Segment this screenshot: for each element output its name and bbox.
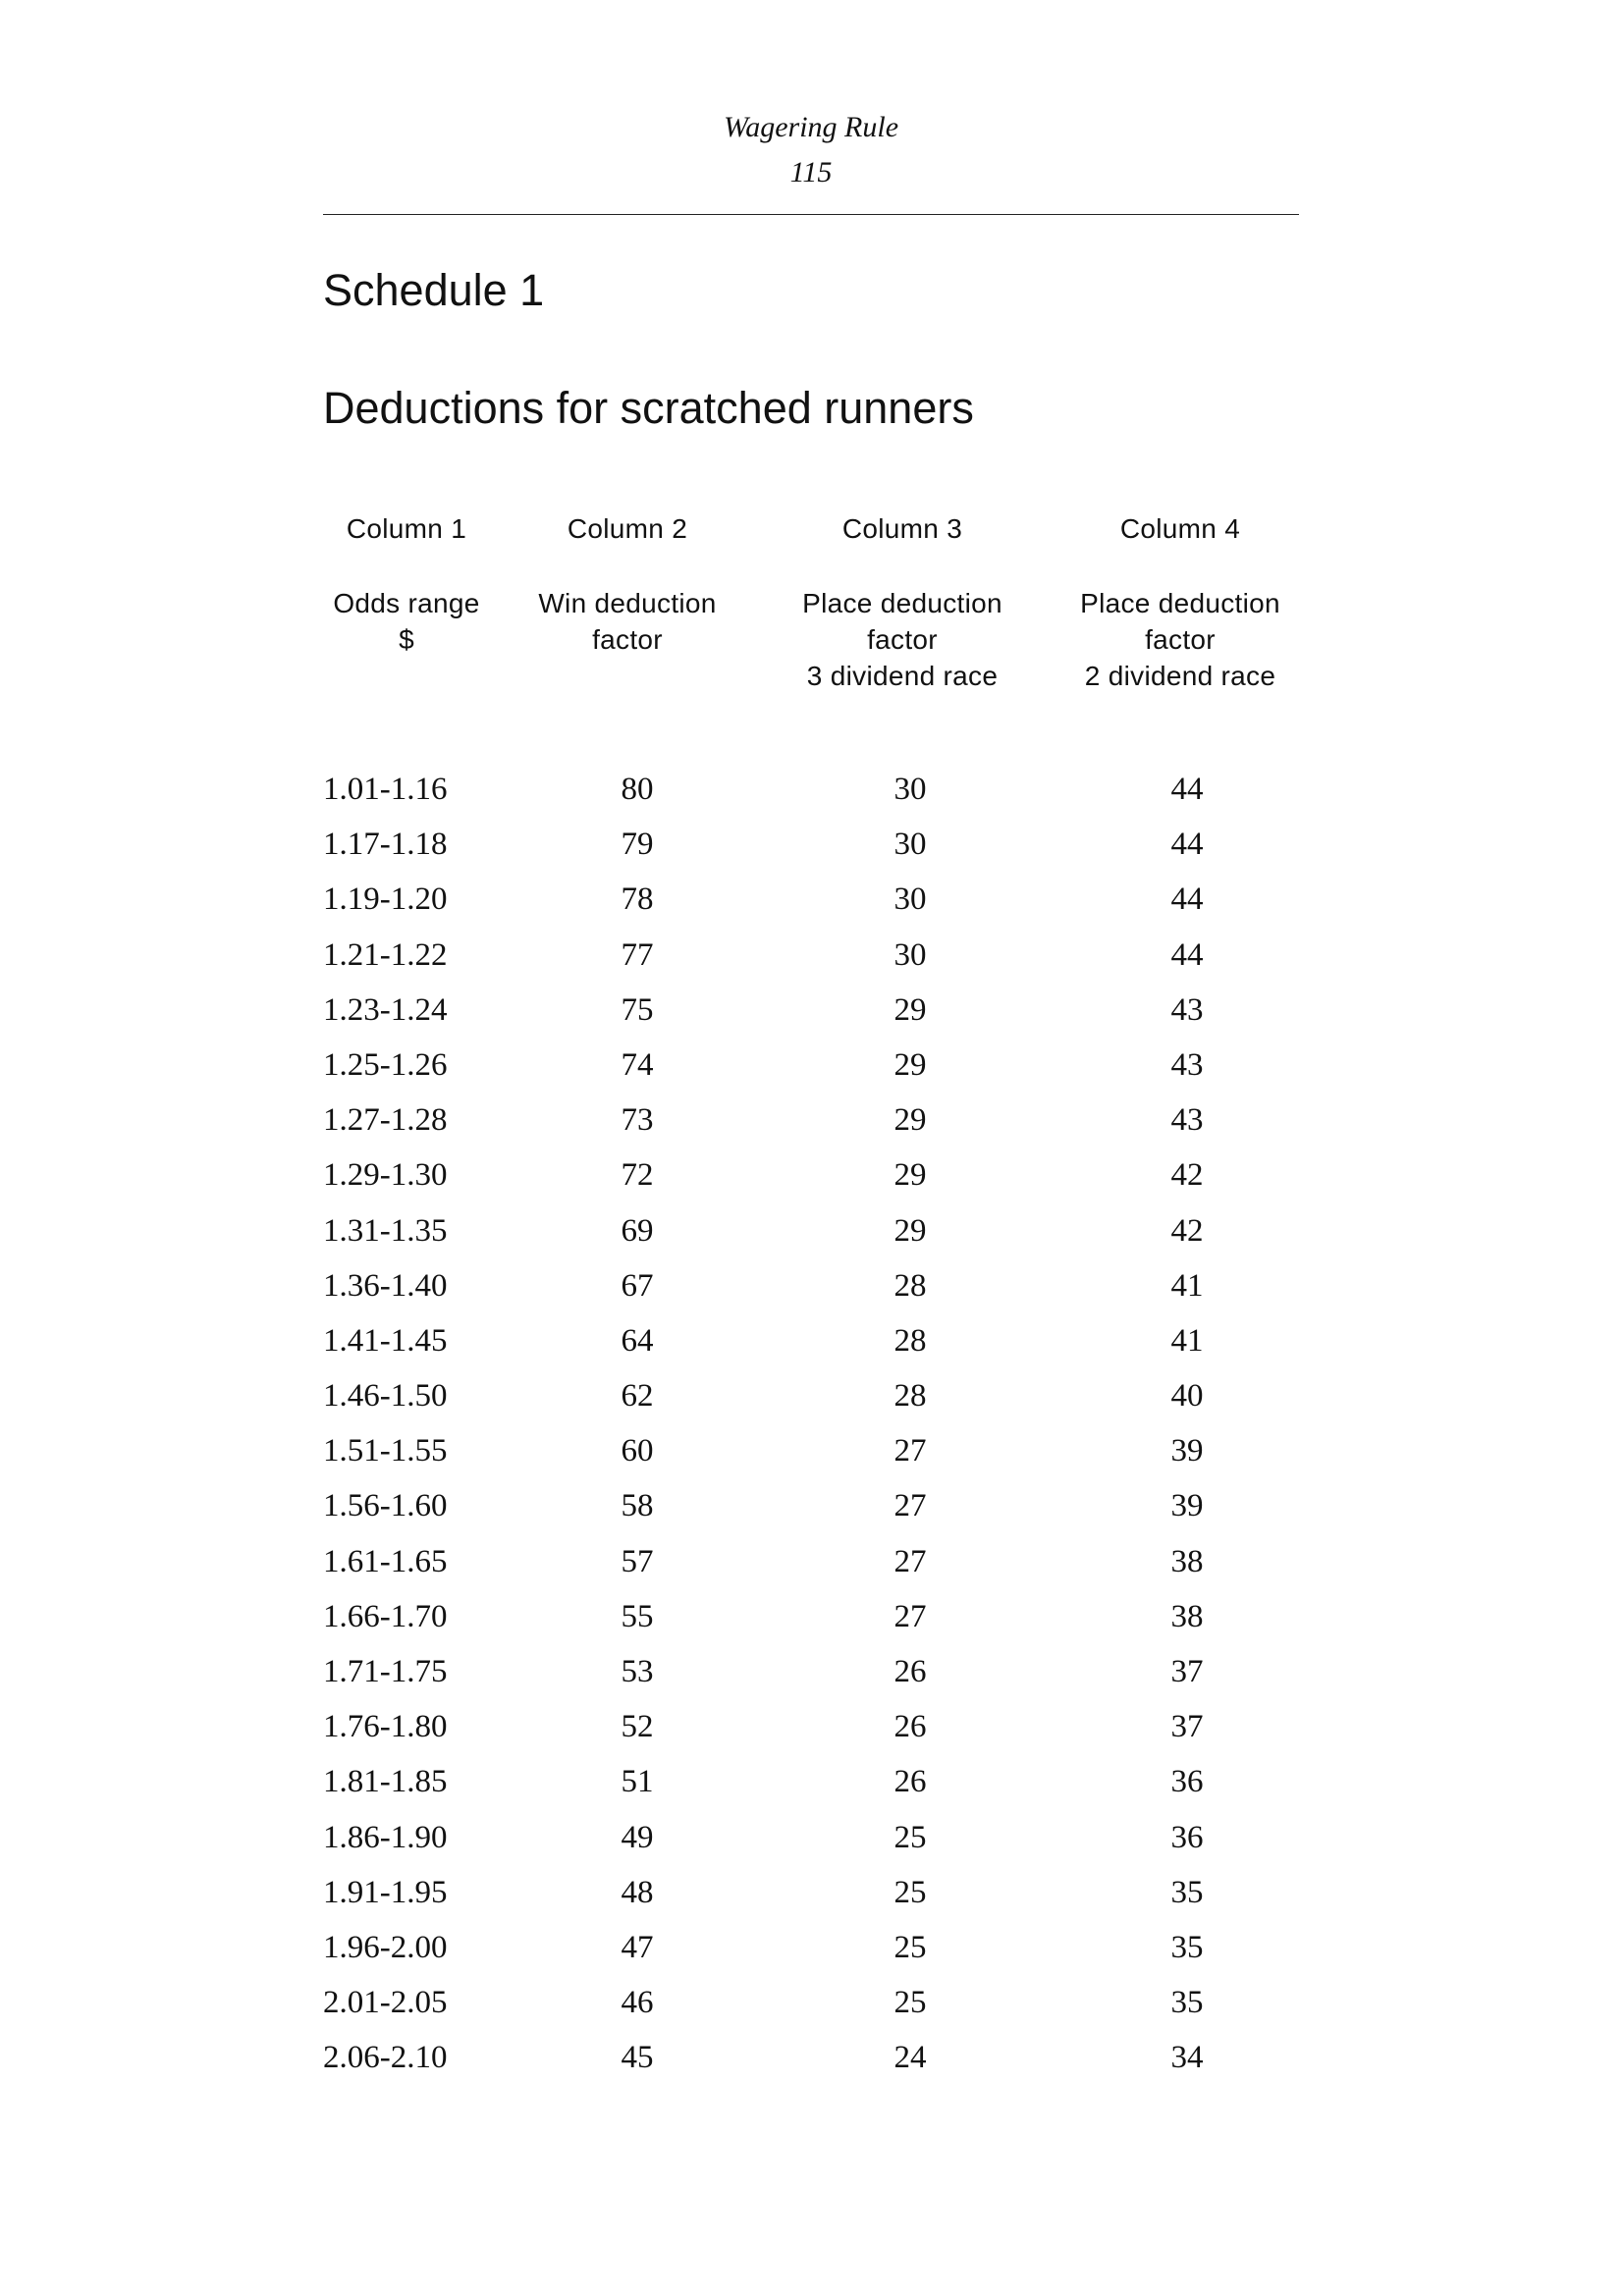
place-2-dividend-cell: 37 (1170, 1709, 1204, 1745)
place-3-dividend-cell: 29 (893, 1102, 927, 1139)
table-row (323, 1762, 1299, 1817)
place-3-dividend-cell: 28 (893, 1322, 927, 1359)
odds-range-cell: 1.56-1.60 (323, 1488, 448, 1524)
place-3-dividend-cell: 25 (893, 1985, 927, 2021)
place-2-dividend-cell: 39 (1170, 1433, 1204, 1469)
place-3-dividend-cell: 29 (893, 1212, 927, 1249)
odds-range-cell: 2.01-2.05 (323, 1985, 448, 2021)
table-row (323, 990, 1299, 1045)
place-3-dividend-cell: 30 (893, 881, 927, 918)
win-deduction-cell: 53 (621, 1654, 654, 1689)
place-2-dividend-cell: 44 (1170, 936, 1204, 973)
place-3-dividend-cell: 27 (893, 1543, 927, 1579)
column-3-desc-line: Place deduction (802, 588, 1002, 618)
win-deduction-cell: 62 (621, 1378, 654, 1415)
win-deduction-cell: 73 (621, 1102, 654, 1139)
table-row (323, 1983, 1299, 2038)
win-deduction-cell: 79 (621, 827, 654, 863)
column-1-desc-line: $ (399, 624, 414, 655)
win-deduction-cell: 52 (621, 1709, 654, 1745)
win-deduction-cell: 45 (621, 2040, 654, 2076)
schedule-title: Deductions for scratched runners (323, 383, 974, 433)
column-1-label: Column 1 (346, 513, 467, 544)
column-2-desc-line: Win deduction (538, 588, 717, 618)
place-2-dividend-cell: 35 (1170, 1929, 1204, 1965)
win-deduction-cell: 51 (621, 1764, 654, 1800)
place-2-dividend-cell: 41 (1170, 1322, 1204, 1359)
win-deduction-cell: 78 (621, 881, 654, 918)
win-deduction-cell: 72 (621, 1157, 654, 1194)
odds-range-cell: 1.21-1.22 (323, 936, 448, 973)
column-4-desc-line: factor (1145, 624, 1216, 655)
column-2-description (510, 585, 745, 658)
odds-range-cell: 1.19-1.20 (323, 881, 448, 918)
odds-range-cell: 1.86-1.90 (323, 1819, 448, 1855)
win-deduction-cell: 47 (621, 1929, 654, 1965)
table-row (323, 935, 1299, 990)
column-2-desc-line: factor (592, 624, 663, 655)
odds-range-cell: 1.46-1.50 (323, 1378, 448, 1415)
table-row (323, 1100, 1299, 1155)
table-row (323, 1818, 1299, 1873)
odds-range-cell: 1.81-1.85 (323, 1764, 448, 1800)
schedule-heading: Schedule 1 (323, 265, 545, 315)
place-3-dividend-cell: 24 (893, 2040, 927, 2076)
table-row (323, 1155, 1299, 1210)
win-deduction-cell: 49 (621, 1819, 654, 1855)
table-row (323, 770, 1299, 825)
table-row (323, 825, 1299, 880)
win-deduction-cell: 64 (621, 1322, 654, 1359)
place-2-dividend-cell: 38 (1170, 1598, 1204, 1634)
odds-range-cell: 2.06-2.10 (323, 2040, 448, 2076)
odds-range-cell: 1.17-1.18 (323, 827, 448, 863)
column-4-desc-line: 2 dividend race (1084, 661, 1276, 691)
column-1-desc-line: Odds range (333, 588, 480, 618)
place-3-dividend-cell: 29 (893, 1046, 927, 1083)
odds-range-cell: 1.01-1.16 (323, 772, 448, 807)
page-number: 115 (789, 156, 833, 188)
column-2-label: Column 2 (567, 513, 688, 544)
place-2-dividend-cell: 36 (1170, 1764, 1204, 1800)
place-2-dividend-cell: 41 (1170, 1267, 1204, 1304)
odds-range-cell: 1.41-1.45 (323, 1322, 448, 1359)
win-deduction-cell: 58 (621, 1488, 654, 1524)
table-row (323, 1486, 1299, 1541)
place-3-dividend-cell: 25 (893, 1819, 927, 1855)
column-3-label: Column 3 (841, 513, 963, 544)
odds-range-cell: 1.91-1.95 (323, 1874, 448, 1910)
place-3-dividend-cell: 28 (893, 1267, 927, 1304)
win-deduction-cell: 77 (621, 936, 654, 973)
column-3-desc-line: 3 dividend race (806, 661, 999, 691)
table-row (323, 1873, 1299, 1928)
place-3-dividend-cell: 30 (893, 772, 927, 807)
odds-range-cell: 1.66-1.70 (323, 1598, 448, 1634)
place-2-dividend-cell: 44 (1170, 881, 1204, 918)
place-3-dividend-cell: 30 (893, 936, 927, 973)
column-4-desc-line: Place deduction (1080, 588, 1280, 618)
table-row (323, 2038, 1299, 2093)
table-row (323, 1211, 1299, 1266)
odds-range-cell: 1.61-1.65 (323, 1543, 448, 1579)
place-2-dividend-cell: 42 (1170, 1212, 1204, 1249)
win-deduction-cell: 75 (621, 991, 654, 1028)
column-1-description (308, 585, 505, 658)
table-row (323, 1431, 1299, 1486)
table-row (323, 1597, 1299, 1652)
column-3-desc-line: factor (867, 624, 938, 655)
odds-range-cell: 1.36-1.40 (323, 1267, 448, 1304)
place-2-dividend-cell: 39 (1170, 1488, 1204, 1524)
win-deduction-cell: 69 (621, 1212, 654, 1249)
table-row (323, 1321, 1299, 1376)
table-row (323, 1266, 1299, 1321)
place-2-dividend-cell: 44 (1170, 772, 1204, 807)
odds-range-cell: 1.96-2.00 (323, 1929, 448, 1965)
place-3-dividend-cell: 26 (893, 1654, 927, 1689)
table-row (323, 1045, 1299, 1100)
place-2-dividend-cell: 40 (1170, 1378, 1204, 1415)
table-row (323, 880, 1299, 934)
odds-range-cell: 1.51-1.55 (323, 1433, 448, 1469)
win-deduction-cell: 48 (621, 1874, 654, 1910)
place-3-dividend-cell: 25 (893, 1874, 927, 1910)
win-deduction-cell: 74 (621, 1046, 654, 1083)
place-2-dividend-cell: 43 (1170, 991, 1204, 1028)
place-3-dividend-cell: 26 (893, 1764, 927, 1800)
odds-range-cell: 1.29-1.30 (323, 1157, 448, 1194)
odds-range-cell: 1.25-1.26 (323, 1046, 448, 1083)
running-head-title: Wagering Rule (723, 111, 899, 143)
place-2-dividend-cell: 43 (1170, 1046, 1204, 1083)
place-3-dividend-cell: 27 (893, 1488, 927, 1524)
place-2-dividend-cell: 36 (1170, 1819, 1204, 1855)
place-3-dividend-cell: 26 (893, 1709, 927, 1745)
place-2-dividend-cell: 37 (1170, 1654, 1204, 1689)
deduction-table-body (323, 770, 1299, 2094)
win-deduction-cell: 57 (621, 1543, 654, 1579)
place-2-dividend-cell: 44 (1170, 827, 1204, 863)
place-3-dividend-cell: 27 (893, 1598, 927, 1634)
table-row (323, 1707, 1299, 1762)
place-3-dividend-cell: 29 (893, 1157, 927, 1194)
win-deduction-cell: 60 (621, 1433, 654, 1469)
win-deduction-cell: 67 (621, 1267, 654, 1304)
odds-range-cell: 1.27-1.28 (323, 1102, 448, 1139)
win-deduction-cell: 80 (621, 772, 654, 807)
table-row (323, 1928, 1299, 1983)
odds-range-cell: 1.23-1.24 (323, 991, 448, 1028)
win-deduction-cell: 46 (621, 1985, 654, 2021)
table-row (323, 1652, 1299, 1707)
odds-range-cell: 1.31-1.35 (323, 1212, 448, 1249)
table-row (323, 1542, 1299, 1597)
place-3-dividend-cell: 29 (893, 991, 927, 1028)
column-4-label: Column 4 (1119, 513, 1241, 544)
place-2-dividend-cell: 34 (1170, 2040, 1204, 2076)
column-4-description (1043, 585, 1318, 694)
place-3-dividend-cell: 27 (893, 1433, 927, 1469)
odds-range-cell: 1.76-1.80 (323, 1709, 448, 1745)
place-2-dividend-cell: 38 (1170, 1543, 1204, 1579)
win-deduction-cell: 55 (621, 1598, 654, 1634)
place-2-dividend-cell: 43 (1170, 1102, 1204, 1139)
place-3-dividend-cell: 30 (893, 827, 927, 863)
place-3-dividend-cell: 28 (893, 1378, 927, 1415)
place-2-dividend-cell: 35 (1170, 1985, 1204, 2021)
place-3-dividend-cell: 25 (893, 1929, 927, 1965)
column-3-description (765, 585, 1040, 694)
place-2-dividend-cell: 35 (1170, 1874, 1204, 1910)
table-row (323, 1376, 1299, 1431)
header-rule (323, 214, 1299, 215)
place-2-dividend-cell: 42 (1170, 1157, 1204, 1194)
odds-range-cell: 1.71-1.75 (323, 1654, 448, 1689)
